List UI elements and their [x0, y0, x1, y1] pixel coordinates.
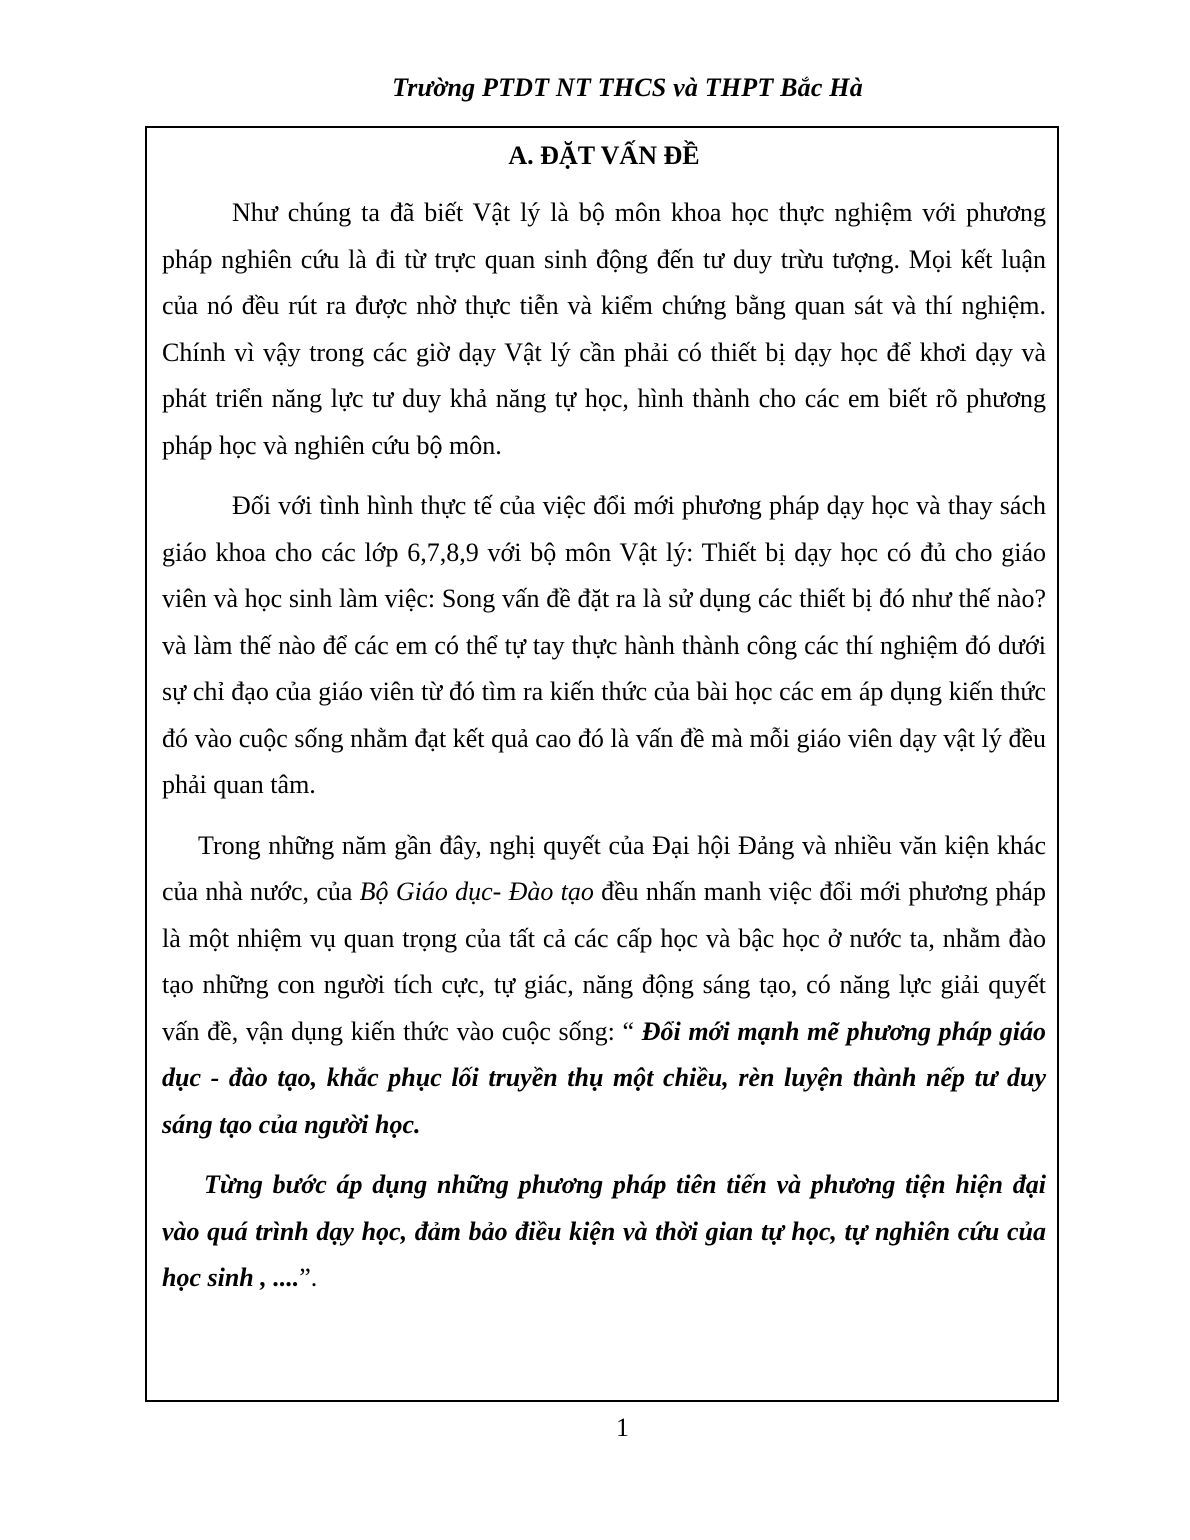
paragraph-3-text-start: Trong những năm gần đây, nghị quyết của Đại hội Đảng và nhiều văn kiện khác của nhà nước, của	[162, 830, 1046, 906]
quote-close: ”.	[299, 1263, 318, 1292]
quote-emphasis-1: Đổi mới mạnh mẽ phương pháp giáo dục - đào tạo, khắc phục lối truyền thụ một chiều, rèn luyện thành nếp tư duy sáng tạo của người học.	[162, 1016, 1046, 1139]
content-body	[162, 136, 1046, 1316]
quote-emphasis-2: Từng bước áp dụng những phương pháp tiên tiến và phương tiện hiện đại vào quá trình dạy học, đảm bảo điều kiện và thời gian tự học, tự nghiên cứu của học sinh , ....	[162, 1170, 1046, 1292]
ministry-name: Bộ Giáo dục- Đào tạo	[359, 877, 594, 906]
paragraph-3-text-middle: đều nhấn manh việc đổi mới phương pháp là một nhiệm vụ quan trọng của tất cả các cấp học và bậc học ở nước ta, nhằm đào tạo những con người tích cực, tự giác, năng động sáng tạo, có năng lực giải quyết vấn đề, vận dụng kiến thức vào cuộc sống: “	[162, 877, 1046, 1046]
section-title: A. ĐẶT VẤN ĐỀ	[508, 141, 700, 170]
page-header: Trường PTDT NT THCS và THPT Bắc Hà	[392, 73, 863, 102]
paragraph-3	[162, 823, 1046, 1149]
content-frame	[145, 126, 1059, 1402]
paragraph-4	[162, 1162, 1046, 1302]
paragraph-2: Đối với tình hình thực tế của việc đổi mới phương pháp dạy học và thay sách giáo khoa cho các lớp 6,7,8,9 với bộ môn Vật lý: Thiết bị dạy học có đủ cho giáo viên và học sinh làm việc: Song vấn đề đặt ra là sử dụng các thiết bị đó như thế nào? và làm thế nào để các em có thể tự tay thực hành thành công các thí nghiệm đó dưới sự chỉ đạo của giáo viên từ đó tìm ra kiến thức của bài học các em áp dụng kiến thức đó vào cuộc sống nhằm đạt kết quả cao đó là vấn đề mà mỗi giáo viên dạy vật lý đều phải quan tâm.	[162, 491, 1046, 799]
paragraph-1: Như chúng ta đã biết Vật lý là bộ môn khoa học thực nghiệm với phương pháp nghiên cứu là đi từ trực quan sinh động đến tư duy trừu tượng. Mọi kết luận của nó đều rút ra được nhờ thực tiễn và kiểm chứng bằng quan sát và thí nghiệm. Chính vì vậy trong các giờ dạy Vật lý cần phải có thiết bị dạy học để khơi dạy và phát triển năng lực tư duy khả năng tự học, hình thành cho các em biết rõ phương pháp học và nghiên cứu bộ môn.	[162, 198, 1046, 460]
page-number: 1	[616, 1413, 629, 1442]
